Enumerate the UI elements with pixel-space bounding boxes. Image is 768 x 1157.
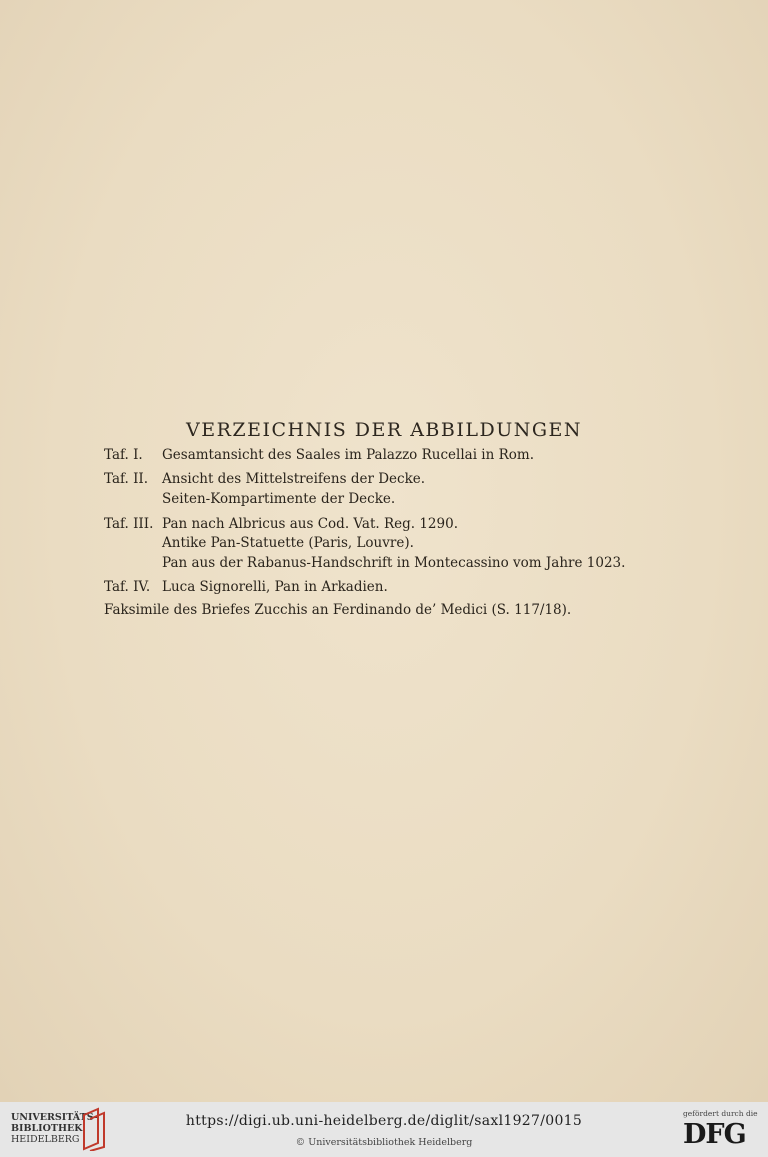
dfg-logo[interactable]: DFG bbox=[683, 1119, 746, 1150]
plate-label: Taf. II. bbox=[104, 471, 149, 487]
plate-label: Taf. III. bbox=[104, 516, 154, 532]
entry-text: Ansicht des Mittelstreifens der Decke. bbox=[162, 471, 426, 487]
list-item bbox=[104, 471, 425, 487]
copyright-notice: © Universitätsbibliothek Heidelberg bbox=[295, 1137, 473, 1148]
list-item bbox=[162, 555, 625, 571]
permalink-url[interactable]: https://digi.ub.uni-heidelberg.de/diglit/saxl1927/0015 bbox=[185, 1113, 583, 1129]
plate-label: Taf. I. bbox=[104, 447, 143, 463]
plate-label: Taf. IV. bbox=[104, 579, 151, 595]
library-line: UNIVERSITÄTS- bbox=[11, 1112, 98, 1123]
list-item bbox=[104, 602, 571, 618]
list-item bbox=[104, 516, 458, 532]
list-item bbox=[162, 491, 395, 507]
entry-text: Luca Signorelli, Pan in Arkadien. bbox=[162, 579, 388, 595]
list-item bbox=[104, 447, 534, 463]
list-item bbox=[162, 535, 414, 551]
funding-note: gefördert durch die bbox=[683, 1109, 758, 1118]
entry-text: Seiten-Kompartimente der Decke. bbox=[162, 491, 396, 507]
list-item bbox=[104, 579, 388, 595]
footer-bar bbox=[0, 1102, 768, 1157]
entry-text: Antike Pan-Statuette (Paris, Louvre). bbox=[162, 535, 414, 551]
entry-text: Pan nach Albricus aus Cod. Vat. Reg. 1290. bbox=[162, 516, 458, 532]
library-line: BIBLIOTHEK bbox=[11, 1123, 83, 1134]
entry-text: Faksimile des Briefes Zucchis an Ferdinando de’ Medici (S. 117/18). bbox=[104, 602, 572, 618]
library-line: HEIDELBERG bbox=[11, 1134, 80, 1145]
entry-text: Pan aus der Rabanus-Handschrift in Montecassino vom Jahre 1023. bbox=[162, 555, 626, 571]
page-title: VERZEICHNIS DER ABBILDUNGEN bbox=[185, 418, 583, 441]
entry-text: Gesamtansicht des Saales im Palazzo Rucellai in Rom. bbox=[162, 447, 534, 463]
